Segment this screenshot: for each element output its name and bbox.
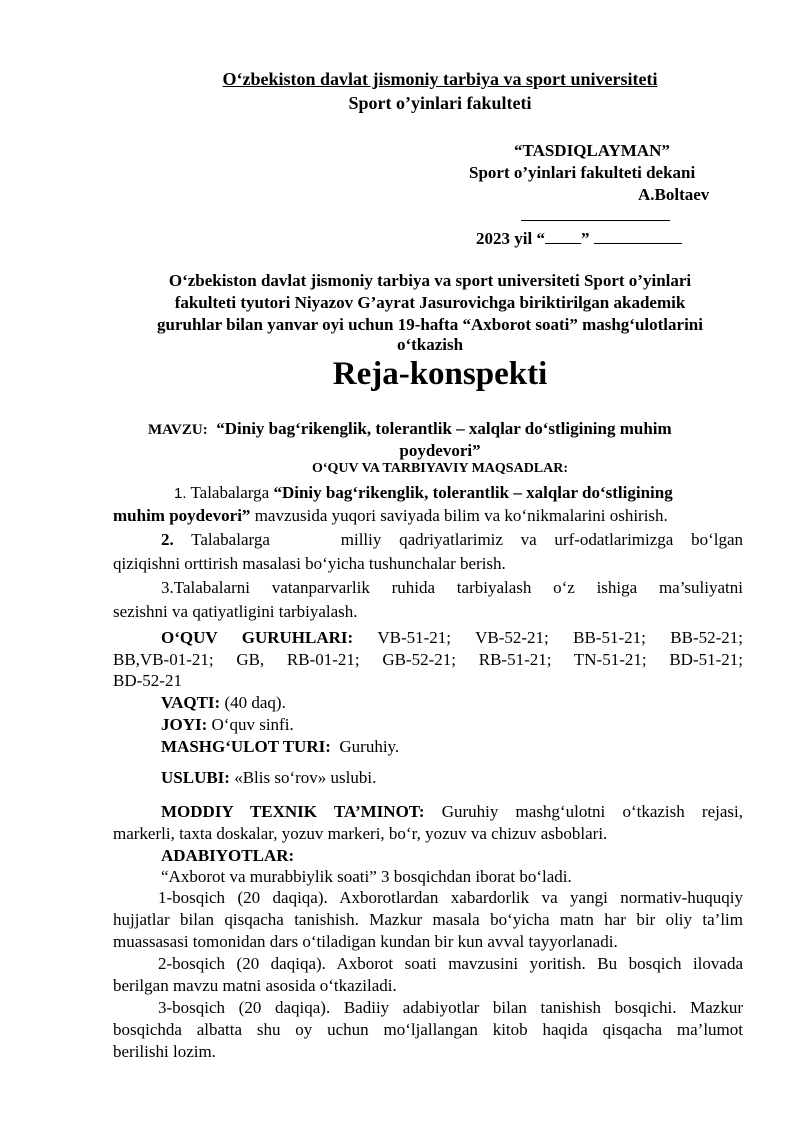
signature-line [521,220,670,221]
goal-1-line-1 [174,482,743,505]
goal-3-line-1: 3.Talabalarni vatanparvarlik ruhida tarbiyalash o‘z ishiga ma’suliyatni [161,578,743,597]
stage-1-line-1: 1-bosqich (20 daqiqa). Axborotlardan xabardorlik va yangi normativ-huquqiy [158,888,743,907]
method-label: USLUBI: [161,768,230,787]
approval-date-mid: ” [580,229,594,248]
groups-list-1: VB-51-21; VB-52-21; BB-51-21; BB-52-21; [377,628,743,647]
time-row [161,692,286,714]
goal-1-rest: mavzusida yuqori saviyada bilim va ko‘nikmalarini oshirish. [254,506,668,525]
date-month-blank [594,243,682,244]
topic-label: MAVZU: [148,422,208,438]
intro-line-1: O‘zbekiston davlat jismoniy tarbiya va sport universiteti Sport o’yinlari [168,271,692,290]
groups-line-1 [161,627,743,649]
approval-date [476,228,682,250]
approval-position: Sport o’yinlari fakulteti dekani [469,163,696,182]
university-title: O‘zbekiston davlat jismoniy tarbiya va sport universiteti [222,69,658,89]
stage-3-line-3: berilishi lozim. [113,1042,216,1061]
stage-3-line-2: bosqichda albatta shu oy uchun mo‘ljallangan kitob haqida qisqacha ma’lumot [113,1020,743,1039]
material-line-2: markerli, taxta doskalar, yozuv markeri, bo‘r, yozuv va chizuv asboblari. [113,824,608,843]
groups-label: O‘QUV GURUHLARI: [161,628,354,647]
time-label: VAQTI: [161,693,221,712]
goal-1-number: 1. [174,485,187,502]
literature-label: ADABIYOTLAR: [161,846,295,865]
groups-line-2: BB,VB-01-21; GB, RB-01-21; GB-52-21; RB-51-21; TN-51-21; BD-51-21; [113,650,743,669]
stage-1-line-2: hujjatlar bilan qisqacha tanishish. Mazkur masala bo‘yicha matn har bir oliy ta’lim [113,910,743,929]
goals-heading: O‘QUV VA TARBIYAVIY MAQSADLAR: [311,461,569,476]
goal-2-number: 2. [161,530,174,549]
approval-title: “TASDIQLAYMAN” [514,141,670,160]
goal-1-topic: “Diniy bag‘rikenglik, tolerantlik – xalqlar do‘stligining [273,483,673,502]
goal-2-text: Talabalarga milliy qadriyatlarimiz va urf-odatlarimizga bo‘lgan [191,530,743,549]
topic-line-1 [148,418,672,441]
faculty-title: Sport o’yinlari fakulteti [348,93,532,113]
material-line-1 [161,801,743,823]
intro-line-2: fakulteti tyutori Niyazov G’ayrat Jasurovichga biriktirilgan akademik [174,293,686,312]
type-row [161,736,399,758]
stage-1-line-3: muassasasi tomonidan dars o‘tiladigan kundan bir kun avval tayyorlanadi. [113,932,618,951]
goal-1-prefix: Talabalarga [190,483,270,502]
method-value: «Blis so‘rov» uslubi. [234,768,377,787]
intro-line-3: guruhlar bilan yanvar oyi uchun 19-hafta “Axborot soati” mashg‘ulotlarini [157,315,703,334]
goal-3-line-2: sezishni va qatiyatligini tarbiyalash. [113,602,358,621]
topic-text: “Diniy bag‘rikenglik, tolerantlik – xalqlar do‘stligining muhim [216,419,672,438]
literature-intro: “Axborot va murabbiylik soati” 3 bosqichdan iborat bo‘ladi. [161,867,572,886]
stage-3-line-1: 3-bosqich (20 daqiqa). Badiiy adabiyotlar bilan tanishish bosqichi. Mazkur [158,998,743,1017]
goal-2-line-2: qiziqishni orttirish masalasi bo‘yicha tushunchalar berish. [113,554,506,573]
stage-2-line-2: berilgan mavzu matni asosida o‘tkaziladi. [113,976,397,995]
material-label: MODDIY TEXNIK TA’MINOT: [161,802,425,821]
place-row [161,714,294,736]
document-title: Reja-konspekti [332,356,548,392]
type-label: MASHG‘ULOT TURI: [161,737,331,756]
approval-date-prefix: 2023 yil “ [476,229,545,248]
time-value: (40 daq). [224,693,286,712]
place-value: O‘quv sinfi. [211,715,294,734]
place-label: JOYI: [161,715,208,734]
method-row [161,767,376,789]
intro-line-4: o‘tkazish [396,335,464,354]
goal-2-line-1 [161,529,743,551]
goal-1-line-2 [113,505,668,527]
groups-line-3: BD-52-21 [113,671,182,690]
date-day-blank [545,243,581,244]
type-value: Guruhiy. [339,737,400,756]
goal-1-topic-end: muhim poydevori” [113,506,251,525]
approval-name: A.Boltaev [638,185,710,204]
material-text: Guruhiy mashg‘ulotni o‘tkazish rejasi, [441,802,743,821]
stage-2-line-1: 2-bosqich (20 daqiqa). Axborot soati mavzusini yoritish. Bu bosqich ilovada [158,954,743,973]
topic-line-2: poydevori” [399,441,481,460]
